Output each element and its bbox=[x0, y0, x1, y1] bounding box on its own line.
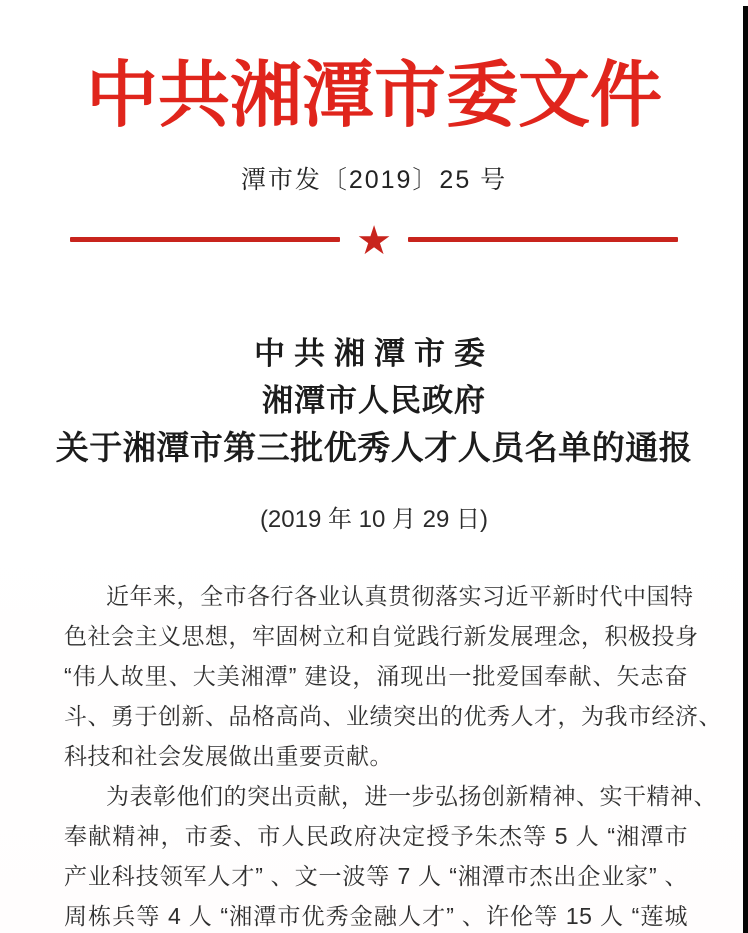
document-title bbox=[0, 330, 748, 471]
body-line: 斗、勇于创新、品格高尚、业绩突出的优秀人才，为我市经济、 bbox=[64, 702, 722, 729]
red-divider bbox=[70, 218, 678, 263]
red-line-left bbox=[70, 237, 340, 242]
title-line-committee: 中共湘潭市委 bbox=[254, 335, 494, 371]
star-icon: ★ bbox=[356, 218, 392, 263]
body-line: 产业科技领军人才” 、文一波等 7 人 “湘潭市杰出企业家” 、 bbox=[64, 862, 688, 889]
red-line-right bbox=[408, 237, 678, 242]
body-line: 奉献精神，市委、市人民政府决定授予朱杰等 5 人 “湘潭市 bbox=[64, 822, 688, 849]
body-line: 色社会主义思想，牢固树立和自觉践行新发展理念，积极投身 bbox=[64, 622, 699, 649]
document-body bbox=[64, 576, 722, 933]
title-line-subject: 关于湘潭市第三批优秀人才人员名单的通报 bbox=[55, 428, 693, 466]
doc-number: 潭市发〔2019〕25 号 bbox=[240, 165, 508, 194]
document-date: (2019 年 10 月 29 日) bbox=[259, 505, 489, 533]
letterhead-title: 中共湘潭市委文件 bbox=[85, 56, 662, 136]
body-line: 为表彰他们的突出贡献，进一步弘扬创新精神、实干精神、 bbox=[106, 782, 717, 809]
body-line: 近年来，全市各行各业认真贯彻落实习近平新时代中国特 bbox=[106, 582, 694, 609]
body-line: 科技和社会发展做出重要贡献。 bbox=[64, 742, 393, 769]
title-line-government: 湘潭市人民政府 bbox=[262, 382, 486, 418]
body-line: “伟人故里、大美湘潭” 建设，涌现出一批爱国奉献、矢志奋 bbox=[64, 662, 688, 689]
right-edge-stripe bbox=[743, 6, 748, 933]
body-line: 周栋兵等 4 人 “湘潭市优秀金融人才” 、许伦等 15 人 “莲城 bbox=[64, 902, 688, 929]
